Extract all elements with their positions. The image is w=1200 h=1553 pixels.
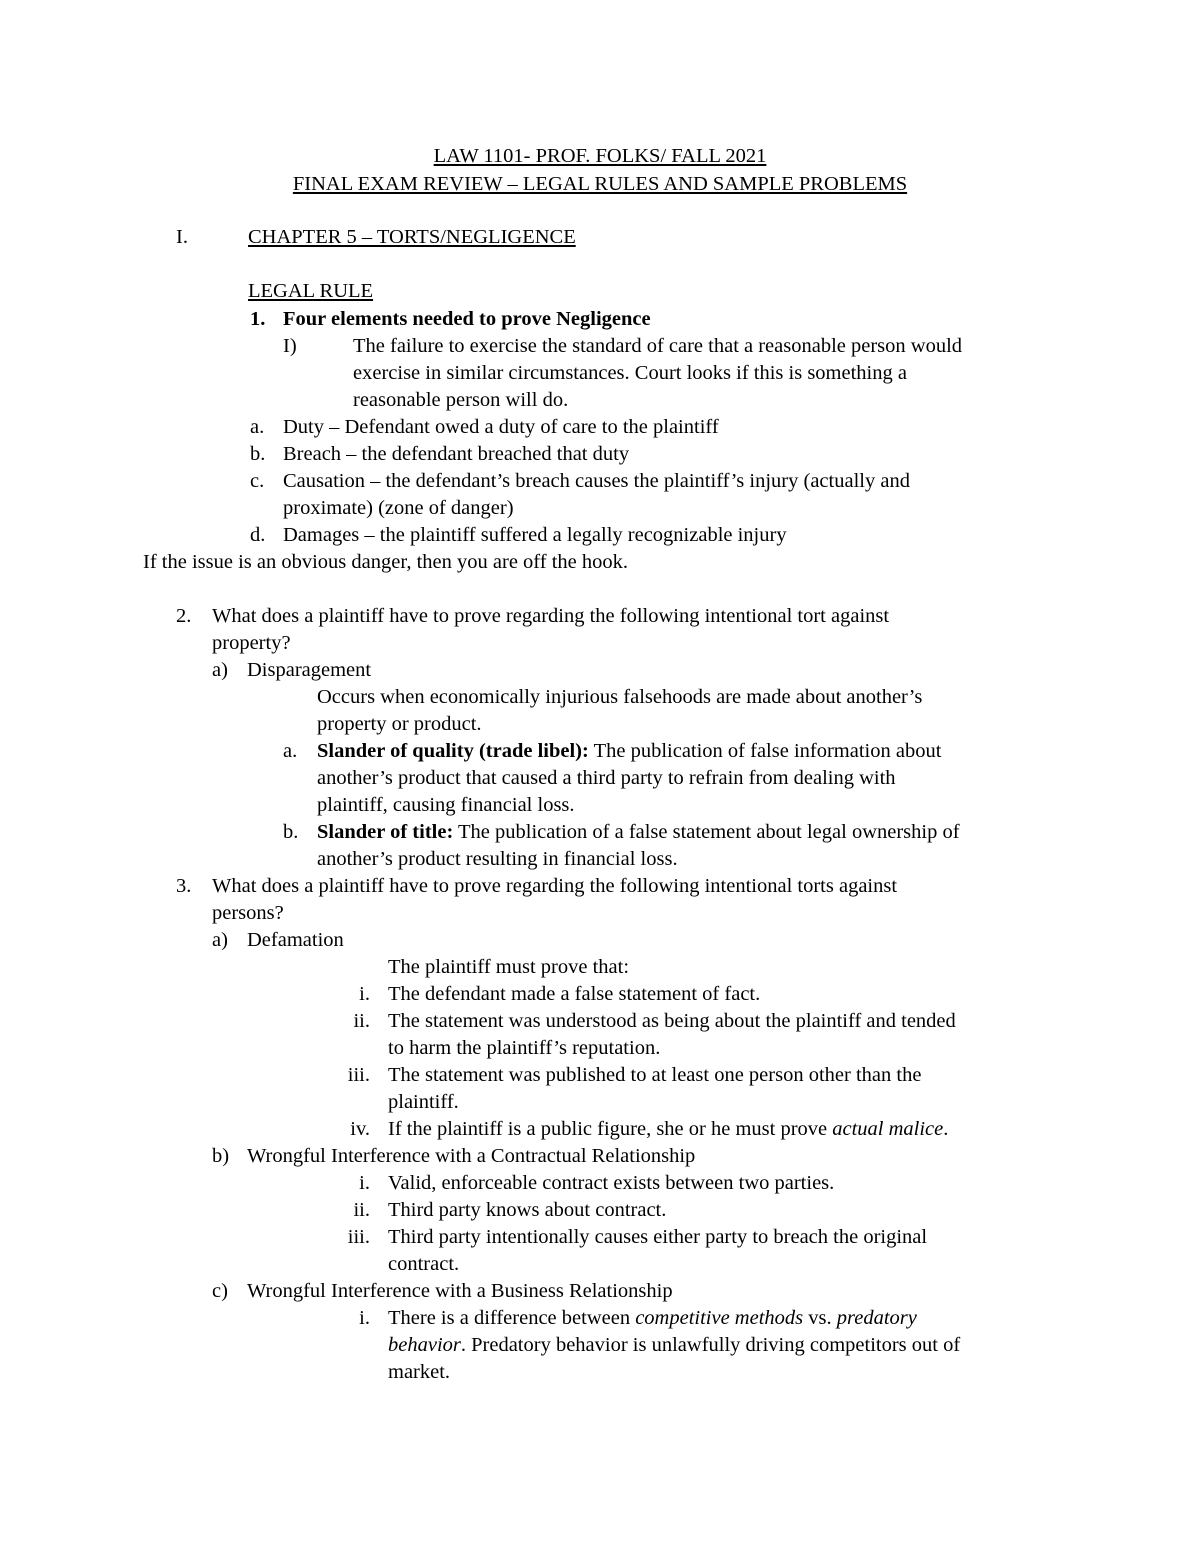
roman-marker: i.	[359, 983, 370, 1005]
item1-marker: 1.	[250, 308, 266, 330]
point-marker: a.	[283, 740, 298, 762]
doc-title-line-1: LAW 1101- PROF. FOLKS/ FALL 2021	[433, 145, 767, 167]
doc-title-line-2: FINAL EXAM REVIEW – LEGAL RULES AND SAMPLE PROBLEMS	[292, 173, 908, 195]
element-causation: Causation – the defendant’s breach causes the plaintiff’s injury (actually and	[283, 470, 910, 492]
business-point-cont: market.	[388, 1361, 451, 1383]
competitive-methods-term: competitive methods	[635, 1307, 804, 1329]
item1-sub-line: exercise in similar circumstances. Court looks if this is something a	[353, 362, 907, 384]
item3-marker: 3.	[176, 875, 192, 897]
defamation-point-cont: to harm the plaintiff’s reputation.	[388, 1037, 661, 1059]
point-text-end: .	[943, 1118, 949, 1140]
element-causation-cont: proximate) (zone of danger)	[283, 497, 514, 519]
section-title: CHAPTER 5 – TORTS/NEGLIGENCE	[248, 226, 576, 248]
disparagement-desc: Occurs when economically injurious falsehoods are made about another’s	[317, 686, 923, 708]
slander-of-quality-cont: another’s product that caused a third party to refrain from dealing with	[317, 767, 896, 789]
disparagement-marker: a)	[212, 659, 228, 681]
slander-of-quality	[317, 738, 941, 765]
slander-of-quality-cont: plaintiff, causing financial loss.	[317, 794, 575, 816]
roman-marker: ii.	[353, 1010, 370, 1032]
defamation-point: The statement was understood as being about the plaintiff and tended	[388, 1010, 956, 1032]
defamation-point-public-figure	[388, 1116, 948, 1143]
element-marker: c.	[250, 470, 265, 492]
slander-of-title-cont: another’s product resulting in financial loss.	[317, 848, 678, 870]
point-text: vs.	[803, 1307, 837, 1329]
section-marker: I.	[176, 226, 188, 248]
business-point-cont	[388, 1332, 960, 1359]
roman-marker: iii.	[347, 1064, 370, 1086]
business-title: Wrongful Interference with a Business Relationship	[247, 1280, 673, 1302]
defamation-point-cont: plaintiff.	[388, 1091, 459, 1113]
contractual-point-cont: contract.	[388, 1253, 460, 1275]
contractual-marker: b)	[212, 1145, 230, 1167]
defamation-intro: The plaintiff must prove that:	[388, 956, 630, 978]
element-duty: Duty – Defendant owed a duty of care to the plaintiff	[283, 416, 719, 438]
contractual-title: Wrongful Interference with a Contractual Relationship	[247, 1145, 696, 1167]
item2-marker: 2.	[176, 605, 192, 627]
item2-line: What does a plaintiff have to prove regarding the following intentional tort against	[212, 605, 890, 627]
element-damages: Damages – the plaintiff suffered a legally recognizable injury	[283, 524, 787, 546]
legal-rule-heading: LEGAL RULE	[248, 280, 374, 302]
defamation-marker: a)	[212, 929, 228, 951]
element-marker: d.	[250, 524, 266, 546]
predatory-term: predatory	[836, 1307, 917, 1329]
item1-sub-marker: I)	[283, 335, 297, 357]
obvious-danger-note: If the issue is an obvious danger, then you are off the hook.	[143, 551, 628, 573]
business-marker: c)	[212, 1280, 228, 1302]
disparagement-desc: property or product.	[317, 713, 482, 735]
element-marker: a.	[250, 416, 265, 438]
element-breach: Breach – the defendant breached that duty	[283, 443, 630, 465]
item1-sub-line: The failure to exercise the standard of care that a reasonable person would	[353, 335, 963, 357]
term-definition: The publication of false information about	[588, 740, 942, 762]
roman-marker: ii.	[353, 1199, 370, 1221]
contractual-point: Third party intentionally causes either party to breach the original	[388, 1226, 928, 1248]
roman-marker: i.	[359, 1172, 370, 1194]
point-text: If the plaintiff is a public figure, she or he must prove	[388, 1118, 833, 1140]
item3-line: What does a plaintiff have to prove regarding the following intentional torts against	[212, 875, 898, 897]
business-point	[388, 1305, 917, 1332]
defamation-title: Defamation	[247, 929, 344, 951]
slander-of-title	[317, 819, 960, 846]
contractual-point: Valid, enforceable contract exists between two parties.	[388, 1172, 835, 1194]
element-marker: b.	[250, 443, 266, 465]
point-marker: b.	[283, 821, 299, 843]
behavior-term: behavior	[388, 1334, 461, 1356]
roman-marker: iv.	[350, 1118, 370, 1140]
point-text: There is a difference between	[388, 1307, 636, 1329]
term-definition: The publication of a false statement about legal ownership of	[453, 821, 960, 843]
term: Slander of title:	[317, 821, 454, 843]
item1-title: Four elements needed to prove Negligence	[283, 308, 651, 330]
item3-line: persons?	[212, 902, 284, 924]
point-text: . Predatory behavior is unlawfully driving competitors out of	[460, 1334, 961, 1356]
disparagement-title: Disparagement	[247, 659, 372, 681]
item1-sub-line: reasonable person will do.	[353, 389, 569, 411]
defamation-point: The defendant made a false statement of fact.	[388, 983, 761, 1005]
roman-marker: i.	[359, 1307, 370, 1329]
item2-line: property?	[212, 632, 291, 654]
term: Slander of quality (trade libel):	[317, 740, 589, 762]
defamation-point: The statement was published to at least one person other than the	[388, 1064, 922, 1086]
contractual-point: Third party knows about contract.	[388, 1199, 667, 1221]
roman-marker: iii.	[347, 1226, 370, 1248]
actual-malice-term: actual malice	[832, 1118, 944, 1140]
